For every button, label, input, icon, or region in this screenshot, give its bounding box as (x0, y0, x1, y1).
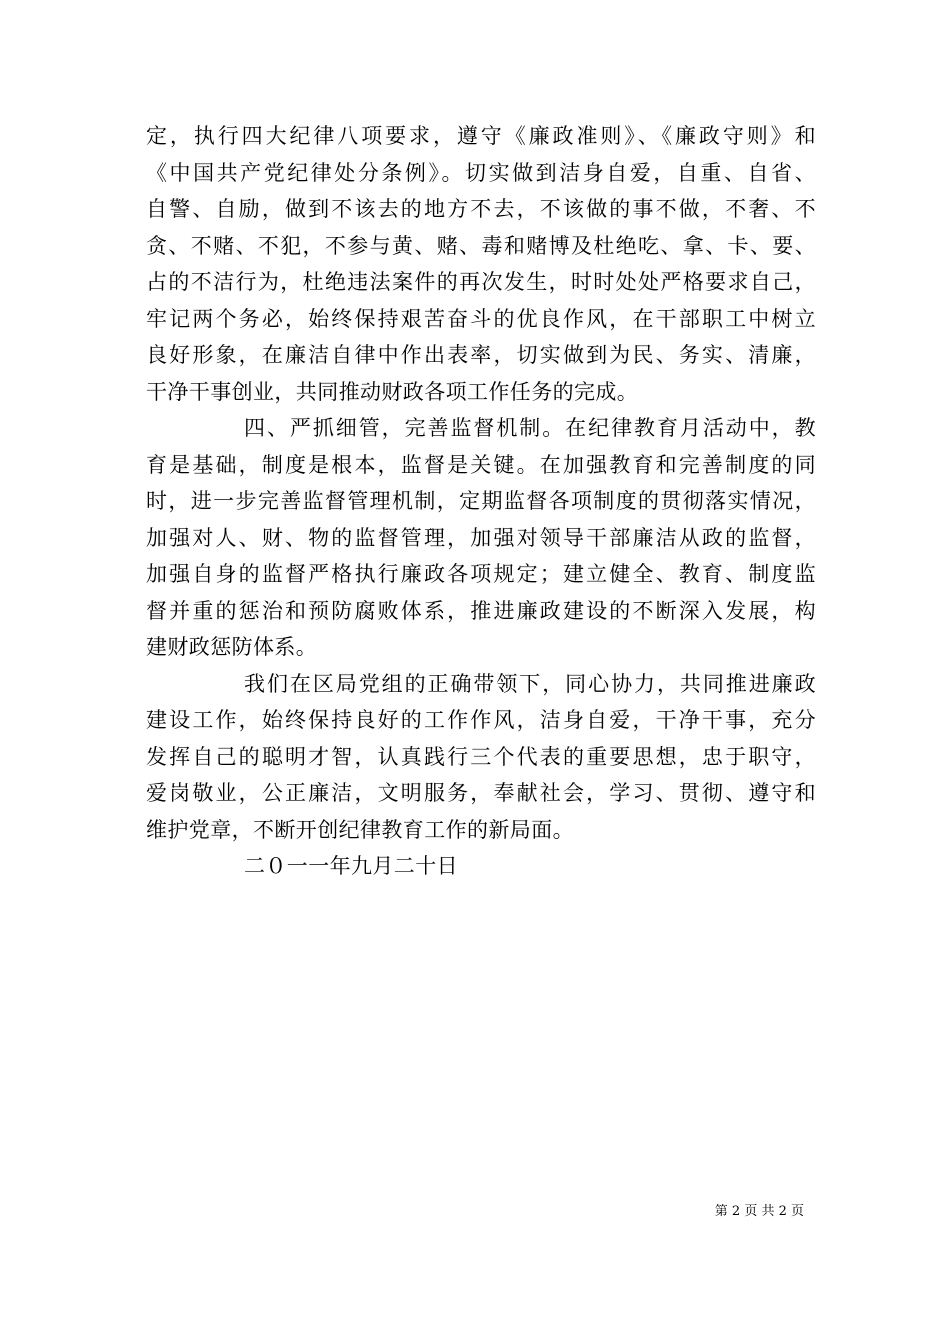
paragraph-four (146, 410, 816, 666)
document-date: 二０一一年九月二十日 (244, 854, 458, 878)
text-line: 爱岗敬业，公正廉洁，文明服务，奉献社会，学习、贯彻、遵守和 (146, 781, 816, 805)
text-line: 良好形象，在廉洁自律中作出表率，切实做到为民、务实、清廉， (146, 343, 816, 367)
text-line: 建设工作，始终保持良好的工作作风，洁身自爱，干净干事，充分 (146, 708, 816, 732)
text-line: 发挥自己的聪明才智，认真践行三个代表的重要思想，忠于职守， (146, 744, 816, 769)
text-line: 自警、自励，做到不该去的地方不去，不该做的事不做，不奢、不 (146, 197, 816, 221)
text-line: 贪、不赌、不犯，不参与黄、赌、毒和赌博及杜绝吃、拿、卡、要、 (146, 233, 816, 258)
text-line: 干净干事创业，共同推动财政各项工作任务的完成。 (146, 379, 639, 404)
text-line: 加强对人、财、物的监督管理，加强对领导干部廉洁从政的监督， (146, 525, 816, 550)
paragraph-continued (146, 118, 816, 410)
text-line: 加强自身的监督严格执行廉政各项规定；建立健全、教育、制度监 (146, 562, 816, 586)
paragraph-closing (146, 666, 816, 849)
page-number-footer: 第 2 页 共 2 页 (714, 1204, 804, 1219)
text-line: 牢记两个务必，始终保持艰苦奋斗的优良作风，在干部职工中树立 (146, 306, 816, 331)
text-line: 建财政惩防体系。 (146, 635, 318, 659)
body-text (146, 118, 816, 885)
text-line: 我们在区局党组的正确带领下，同心协力，共同推进廉政 (244, 671, 816, 696)
text-line: 占的不洁行为，杜绝违法案件的再次发生，时时处处严格要求自己， (146, 270, 816, 294)
text-line: 定，执行四大纪律八项要求，遵守《廉政准则》、《廉政守则》和 (146, 124, 816, 148)
text-line: 维护党章，不断开创纪律教育工作的新局面。 (146, 817, 574, 842)
text-line: 时，进一步完善监督管理机制，定期监督各项制度的贯彻落实情况， (146, 489, 816, 513)
text-line: 四、严抓细管，完善监督机制。在纪律教育月活动中，教 (244, 416, 816, 440)
text-line: 督并重的惩治和预防腐败体系，推进廉政建设的不断深入发展，构 (146, 598, 816, 623)
text-line: 育是基础，制度是根本，监督是关键。在加强教育和完善制度的同 (146, 452, 816, 477)
text-line: 《中国共产党纪律处分条例》。切实做到洁身自爱，自重、自省、 (146, 160, 816, 185)
